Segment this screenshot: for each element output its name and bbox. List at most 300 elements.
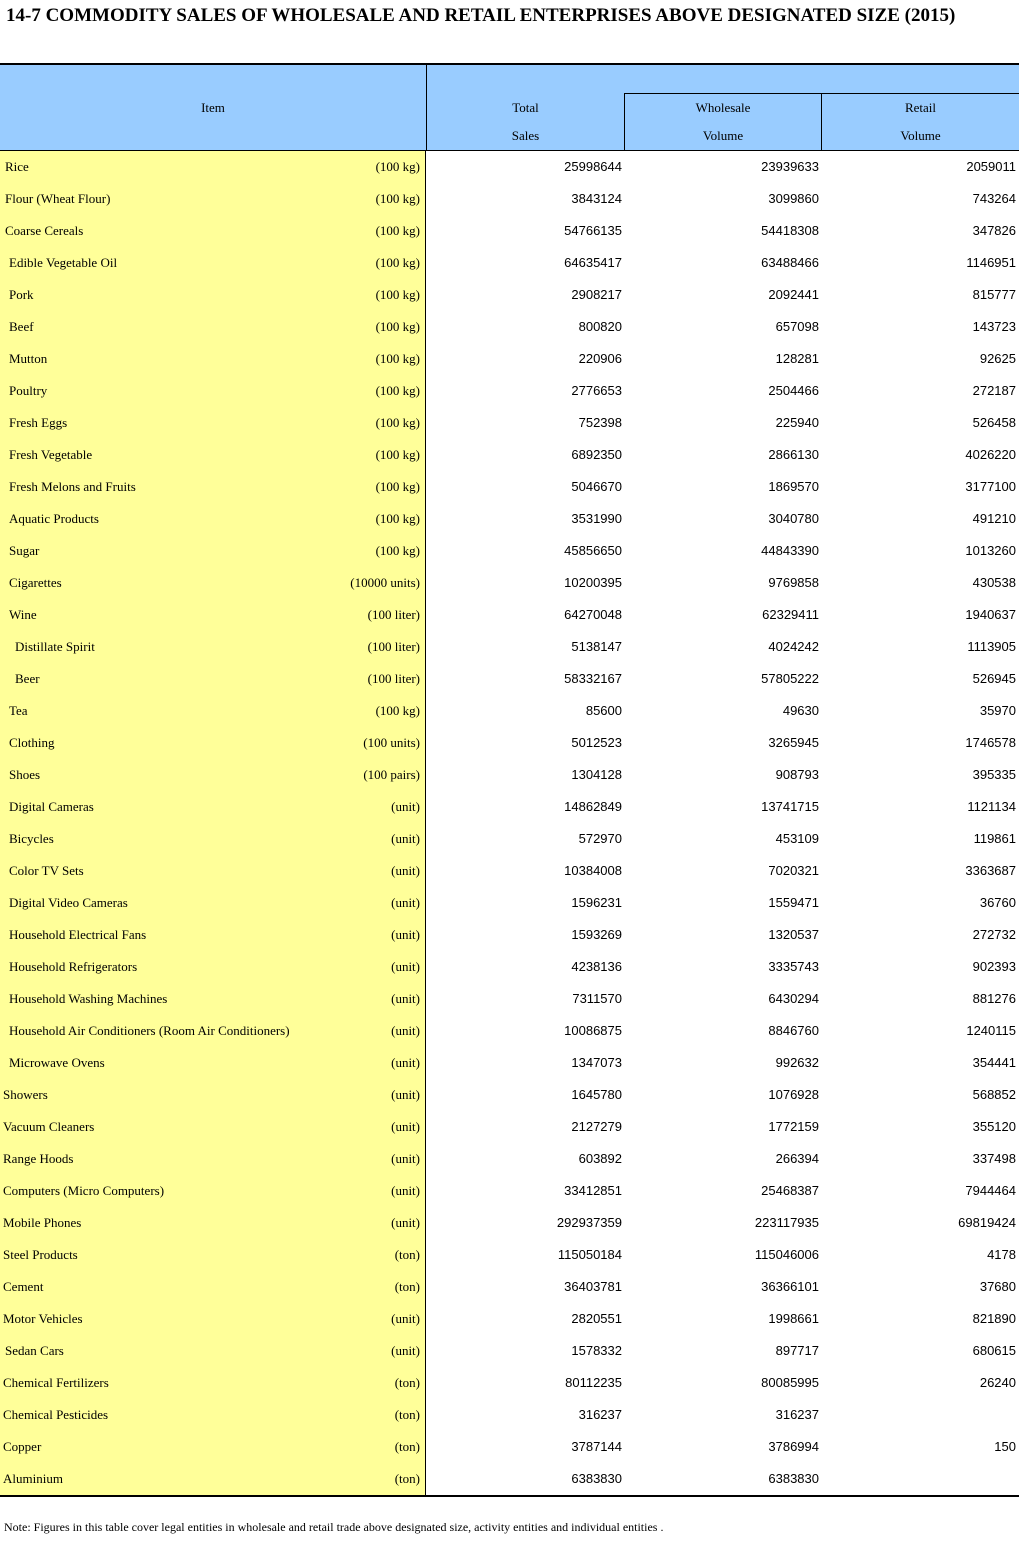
retail-volume-value: 36760 (979, 895, 1016, 910)
total-sales-value: 2820551 (571, 1311, 622, 1326)
retail-volume-value: 1240115 (966, 1023, 1016, 1038)
retail-volume-value: 37680 (979, 1279, 1016, 1294)
wholesale-volume-value: 1772159 (768, 1119, 819, 1134)
item-cell (0, 471, 426, 503)
retail-volume-value: 430538 (972, 575, 1016, 590)
total-sales-value: 3843124 (571, 191, 622, 206)
wholesale-volume-value: 1076928 (768, 1087, 819, 1102)
item-name: Bicycles (9, 831, 54, 846)
wholesale-volume-value: 2092441 (768, 287, 819, 302)
wholesale-volume-value: 80085995 (761, 1375, 819, 1390)
retail-volume-value: 143723 (972, 319, 1016, 334)
item-unit: (ton) (394, 1471, 420, 1486)
item-cell (0, 887, 426, 919)
table-row (0, 567, 1019, 599)
item-name: Flour (Wheat Flour) (5, 191, 111, 206)
item-name: Shoes (9, 767, 41, 782)
item-unit: (100 kg) (375, 351, 420, 366)
wholesale-volume-value: 62329411 (762, 607, 819, 622)
total-sales-value: 10384008 (564, 863, 622, 878)
item-cell (0, 183, 426, 215)
total-sales-value: 572970 (578, 831, 622, 846)
table-row (0, 407, 1019, 439)
wholesale-volume-value: 7020321 (768, 863, 819, 878)
item-name: Computers (Micro Computers) (3, 1183, 165, 1198)
wholesale-volume-value: 128281 (775, 351, 819, 366)
total-sales-value: 58332167 (564, 671, 622, 686)
item-cell (0, 919, 426, 951)
item-cell (0, 855, 426, 887)
item-name: Color TV Sets (9, 863, 84, 878)
wholesale-volume-value: 1320537 (768, 927, 819, 942)
retail-volume-value: 1940637 (965, 607, 1016, 622)
total-sales-value: 1645780 (571, 1087, 622, 1102)
table-row (0, 759, 1019, 791)
header-total-line2: Sales (511, 128, 540, 143)
retail-volume-value: 4178 (987, 1247, 1016, 1262)
wholesale-volume-value: 1869570 (768, 479, 819, 494)
item-unit: (ton) (394, 1407, 420, 1422)
total-sales-value: 25998644 (564, 159, 622, 174)
retail-volume-value: 119861 (973, 831, 1016, 846)
item-cell (0, 151, 426, 183)
item-cell (0, 1207, 426, 1239)
table-row (0, 535, 1019, 567)
item-cell (0, 631, 426, 663)
item-unit: (unit) (391, 799, 420, 814)
item-cell (0, 311, 426, 343)
item-cell (0, 951, 426, 983)
retail-volume-value: 568852 (972, 1087, 1016, 1102)
retail-volume-value: 3363687 (965, 863, 1016, 878)
table-row (0, 887, 1019, 919)
item-unit: (100 kg) (375, 287, 420, 302)
wholesale-volume-value: 49630 (782, 703, 819, 718)
item-cell (0, 439, 426, 471)
total-sales-value: 1578332 (571, 1343, 622, 1358)
table-row (0, 823, 1019, 855)
item-name: Beer (15, 671, 40, 686)
retail-volume-value: 347826 (972, 223, 1016, 238)
item-name: Sedan Cars (5, 1343, 64, 1358)
item-cell (0, 599, 426, 631)
retail-volume-value: 92625 (979, 351, 1016, 366)
item-cell (0, 1399, 426, 1431)
item-unit: (unit) (391, 863, 420, 878)
item-cell (0, 1111, 426, 1143)
table-header (0, 65, 1019, 150)
wholesale-volume-value: 36366101 (761, 1279, 819, 1294)
item-cell (0, 663, 426, 695)
table-row (0, 631, 1019, 663)
item-name: Range Hoods (3, 1151, 74, 1166)
table-row (0, 727, 1019, 759)
item-unit: (unit) (391, 1343, 420, 1358)
wholesale-volume-value: 54418308 (761, 223, 819, 238)
item-unit: (ton) (394, 1439, 420, 1454)
item-unit: (100 liter) (367, 607, 420, 622)
total-sales-value: 45856650 (564, 543, 622, 558)
table-row (0, 599, 1019, 631)
retail-volume-value: 743264 (972, 191, 1016, 206)
item-name: Aquatic Products (9, 511, 99, 526)
wholesale-volume-value: 992632 (775, 1055, 819, 1070)
item-name: Distillate Spirit (15, 639, 95, 654)
item-unit: (100 kg) (375, 319, 420, 334)
retail-volume-value: 815777 (972, 287, 1016, 302)
item-name: Pork (9, 287, 34, 302)
table-row (0, 1143, 1019, 1175)
retail-volume-value: 1746578 (965, 735, 1016, 750)
total-sales-value: 3787144 (571, 1439, 622, 1454)
item-name: Mobile Phones (3, 1215, 82, 1230)
item-name: Vacuum Cleaners (3, 1119, 95, 1134)
total-sales-value: 54766135 (564, 223, 622, 238)
item-unit: (ton) (394, 1279, 420, 1294)
retail-volume-value: 680615 (972, 1343, 1016, 1358)
item-unit: (unit) (391, 1215, 420, 1230)
table-row (0, 439, 1019, 471)
item-cell (0, 1239, 426, 1271)
item-unit: (100 kg) (375, 511, 420, 526)
commodity-sales-table (0, 63, 1019, 1497)
table-row (0, 1399, 1019, 1431)
item-unit: (100 liter) (367, 671, 420, 686)
wholesale-volume-value: 453109 (775, 831, 819, 846)
item-unit: (100 kg) (375, 383, 420, 398)
item-unit: (100 kg) (375, 447, 420, 462)
item-name: Copper (3, 1439, 42, 1454)
wholesale-volume-value: 63488466 (761, 255, 819, 270)
table-row (0, 375, 1019, 407)
retail-volume-value: 526945 (972, 671, 1016, 686)
table-body (0, 151, 1019, 1495)
wholesale-volume-value: 3335743 (768, 959, 819, 974)
item-name: Microwave Ovens (9, 1055, 105, 1070)
item-unit: (100 kg) (375, 415, 420, 430)
table-row (0, 1175, 1019, 1207)
item-name: Chemical Pesticides (3, 1407, 109, 1422)
table-row (0, 919, 1019, 951)
total-sales-value: 80112235 (565, 1375, 622, 1390)
wholesale-volume-value: 44843390 (761, 543, 819, 558)
wholesale-volume-value: 13741715 (761, 799, 819, 814)
retail-volume-value: 821890 (972, 1311, 1016, 1326)
total-sales-value: 316237 (578, 1407, 622, 1422)
item-unit: (unit) (391, 959, 420, 974)
retail-volume-value: 1146951 (966, 255, 1016, 270)
item-cell (0, 279, 426, 311)
item-unit: (100 liter) (367, 639, 420, 654)
wholesale-volume-value: 4024242 (768, 639, 819, 654)
item-cell (0, 1271, 426, 1303)
item-cell (0, 695, 426, 727)
retail-volume-value: 35970 (979, 703, 1016, 718)
item-unit: (unit) (391, 1311, 420, 1326)
item-cell (0, 343, 426, 375)
item-name: Fresh Vegetable (9, 447, 93, 462)
total-sales-value: 14862849 (564, 799, 622, 814)
header-wholesale-line1: Wholesale (695, 100, 751, 115)
wholesale-volume-value: 23939633 (761, 159, 819, 174)
table-row (0, 1463, 1019, 1495)
wholesale-volume-value: 6430294 (768, 991, 819, 1006)
item-unit: (unit) (391, 895, 420, 910)
total-sales-value: 64270048 (564, 607, 622, 622)
item-unit: (unit) (391, 1023, 420, 1038)
table-row (0, 1079, 1019, 1111)
retail-volume-value: 395335 (972, 767, 1016, 782)
item-cell (0, 1015, 426, 1047)
retail-volume-value: 26240 (979, 1375, 1016, 1390)
item-name: Household Refrigerators (9, 959, 138, 974)
retail-volume-value: 272732 (972, 927, 1016, 942)
item-name: Household Washing Machines (9, 991, 168, 1006)
item-unit: (100 pairs) (363, 767, 420, 782)
item-cell (0, 567, 426, 599)
item-name: Wine (9, 607, 37, 622)
wholesale-volume-value: 657098 (775, 319, 819, 334)
wholesale-volume-value: 897717 (775, 1343, 819, 1358)
item-cell (0, 1047, 426, 1079)
item-unit: (10000 units) (350, 575, 420, 590)
item-name: Digital Video Cameras (9, 895, 128, 910)
item-cell (0, 759, 426, 791)
wholesale-volume-value: 3265945 (768, 735, 819, 750)
item-cell (0, 215, 426, 247)
total-sales-value: 752398 (578, 415, 622, 430)
wholesale-volume-value: 225940 (775, 415, 819, 430)
wholesale-volume-value: 223117935 (754, 1215, 819, 1230)
item-name: Coarse Cereals (5, 223, 84, 238)
item-cell (0, 535, 426, 567)
item-unit: (ton) (394, 1247, 420, 1262)
wholesale-volume-value: 3786994 (768, 1439, 819, 1454)
item-cell (0, 1303, 426, 1335)
item-name: Cigarettes (9, 575, 62, 590)
table-row (0, 1303, 1019, 1335)
item-cell (0, 503, 426, 535)
item-name: Beef (9, 319, 34, 334)
item-name: Motor Vehicles (3, 1311, 83, 1326)
total-sales-value: 1593269 (571, 927, 622, 942)
item-cell (0, 1335, 426, 1367)
wholesale-volume-value: 8846760 (768, 1023, 819, 1038)
item-name: Chemical Fertilizers (3, 1375, 109, 1390)
retail-volume-value: 881276 (972, 991, 1016, 1006)
retail-volume-value: 902393 (972, 959, 1016, 974)
total-sales-value: 33412851 (564, 1183, 622, 1198)
header-total-line1: Total (512, 100, 539, 115)
total-sales-value: 7311570 (572, 991, 622, 1006)
total-sales-value: 220906 (578, 351, 622, 366)
retail-volume-value: 272187 (972, 383, 1016, 398)
item-name: Poultry (9, 383, 48, 398)
table-row (0, 855, 1019, 887)
table-row (0, 1047, 1019, 1079)
item-unit: (100 kg) (375, 255, 420, 270)
item-name: Cement (3, 1279, 44, 1294)
header-wholesale-line2: Volume (702, 128, 744, 143)
wholesale-volume-value: 266394 (775, 1151, 819, 1166)
total-sales-value: 2908217 (571, 287, 622, 302)
item-unit: (100 kg) (375, 223, 420, 238)
item-name: Tea (9, 703, 28, 718)
wholesale-volume-value: 316237 (775, 1407, 819, 1422)
item-unit: (100 kg) (375, 479, 420, 494)
item-name: Showers (3, 1087, 48, 1102)
retail-volume-value: 150 (994, 1439, 1016, 1454)
total-sales-value: 1596231 (571, 895, 622, 910)
wholesale-volume-value: 115046006 (754, 1247, 819, 1262)
item-unit: (unit) (391, 991, 420, 1006)
retail-volume-value: 2059011 (966, 159, 1016, 174)
wholesale-volume-value: 3040780 (768, 511, 819, 526)
item-name: Fresh Eggs (9, 415, 68, 430)
table-row (0, 1271, 1019, 1303)
table-row (0, 951, 1019, 983)
retail-volume-value: 355120 (972, 1119, 1016, 1134)
item-name: Aluminium (3, 1471, 63, 1486)
item-cell (0, 1463, 426, 1495)
table-row (0, 1367, 1019, 1399)
table-note: Note: Figures in this table cover legal entities in wholesale and retail trade above designated size, activity entities and individual entities . (4, 1520, 664, 1534)
wholesale-volume-value: 908793 (775, 767, 819, 782)
table-row (0, 1111, 1019, 1143)
total-sales-value: 85600 (585, 703, 622, 718)
item-name: Fresh Melons and Fruits (9, 479, 136, 494)
item-cell (0, 791, 426, 823)
total-sales-value: 5046670 (571, 479, 622, 494)
item-unit: (unit) (391, 1055, 420, 1070)
item-unit: (100 kg) (375, 703, 420, 718)
retail-volume-value: 69819424 (958, 1215, 1016, 1230)
item-name: Digital Cameras (9, 799, 94, 814)
item-cell (0, 1175, 426, 1207)
header-divider (624, 93, 1019, 94)
item-unit: (unit) (391, 1183, 420, 1198)
retail-volume-value: 354441 (972, 1055, 1016, 1070)
total-sales-value: 64635417 (564, 255, 622, 270)
retail-volume-value: 1121134 (967, 799, 1016, 814)
item-cell (0, 1367, 426, 1399)
total-sales-value: 5138147 (571, 639, 622, 654)
total-sales-value: 1347073 (571, 1055, 622, 1070)
retail-volume-value: 4026220 (965, 447, 1016, 462)
wholesale-volume-value: 2504466 (768, 383, 819, 398)
total-sales-value: 4238136 (571, 959, 622, 974)
wholesale-volume-value: 6383830 (768, 1471, 819, 1486)
item-unit: (100 kg) (375, 191, 420, 206)
item-unit: (100 units) (363, 735, 420, 750)
item-cell (0, 1143, 426, 1175)
table-row (0, 1015, 1019, 1047)
retail-volume-value: 1113905 (967, 639, 1016, 654)
table-row (0, 1239, 1019, 1271)
item-cell (0, 983, 426, 1015)
table-row (0, 279, 1019, 311)
item-name: Rice (5, 159, 29, 174)
item-unit: (unit) (391, 1119, 420, 1134)
total-sales-value: 3531990 (571, 511, 622, 526)
total-sales-value: 10200395 (564, 575, 622, 590)
item-unit: (unit) (391, 927, 420, 942)
item-name: Clothing (9, 735, 55, 750)
total-sales-value: 5012523 (571, 735, 622, 750)
item-unit: (unit) (391, 831, 420, 846)
item-cell (0, 375, 426, 407)
retail-volume-value: 1013260 (965, 543, 1016, 558)
total-sales-value: 2127279 (571, 1119, 622, 1134)
table-row (0, 183, 1019, 215)
table-row (0, 471, 1019, 503)
total-sales-value: 10086875 (564, 1023, 622, 1038)
total-sales-value: 800820 (578, 319, 622, 334)
retail-volume-value: 337498 (972, 1151, 1016, 1166)
total-sales-value: 6892350 (571, 447, 622, 462)
item-unit: (unit) (391, 1151, 420, 1166)
table-row (0, 1207, 1019, 1239)
item-name: Household Air Conditioners (Room Air Conditioners) (9, 1023, 290, 1038)
header-retail-line2: Volume (900, 128, 941, 143)
item-cell (0, 1431, 426, 1463)
table-row (0, 343, 1019, 375)
table-row (0, 791, 1019, 823)
wholesale-volume-value: 57805222 (761, 671, 819, 686)
item-unit: (unit) (391, 1087, 420, 1102)
retail-volume-value: 3177100 (965, 479, 1016, 494)
wholesale-volume-value: 1559471 (768, 895, 819, 910)
table-row (0, 1335, 1019, 1367)
table-row (0, 151, 1019, 183)
wholesale-volume-value: 1998661 (768, 1311, 819, 1326)
total-sales-value: 6383830 (571, 1471, 622, 1486)
wholesale-volume-value: 2866130 (768, 447, 819, 462)
item-unit: (ton) (394, 1375, 420, 1390)
item-name: Household Electrical Fans (9, 927, 147, 942)
table-row (0, 663, 1019, 695)
item-cell (0, 823, 426, 855)
table-row (0, 1431, 1019, 1463)
wholesale-volume-value: 3099860 (768, 191, 819, 206)
item-name: Edible Vegetable Oil (9, 255, 118, 270)
table-row (0, 983, 1019, 1015)
table-row (0, 695, 1019, 727)
item-name: Sugar (9, 543, 40, 558)
item-unit: (100 kg) (375, 159, 420, 174)
total-sales-value: 36403781 (564, 1279, 622, 1294)
item-unit: (100 kg) (375, 543, 420, 558)
header-retail-line1: Retail (904, 100, 937, 115)
retail-volume-value: 7944464 (965, 1183, 1016, 1198)
item-name: Steel Products (3, 1247, 78, 1262)
item-cell (0, 727, 426, 759)
wholesale-volume-value: 9769858 (768, 575, 819, 590)
table-row (0, 215, 1019, 247)
wholesale-volume-value: 25468387 (761, 1183, 819, 1198)
total-sales-value: 1304128 (571, 767, 622, 782)
total-sales-value: 2776653 (571, 383, 622, 398)
page-title: 14-7 COMMODITY SALES OF WHOLESALE AND RETAIL ENTERPRISES ABOVE DESIGNATED SIZE (2015) (6, 5, 956, 26)
total-sales-value: 603892 (578, 1151, 622, 1166)
table-row (0, 503, 1019, 535)
retail-volume-value: 526458 (972, 415, 1016, 430)
total-sales-value: 292937359 (556, 1215, 622, 1230)
item-cell (0, 247, 426, 279)
table-row (0, 247, 1019, 279)
item-name: Mutton (9, 351, 48, 366)
retail-volume-value: 491210 (972, 511, 1016, 526)
